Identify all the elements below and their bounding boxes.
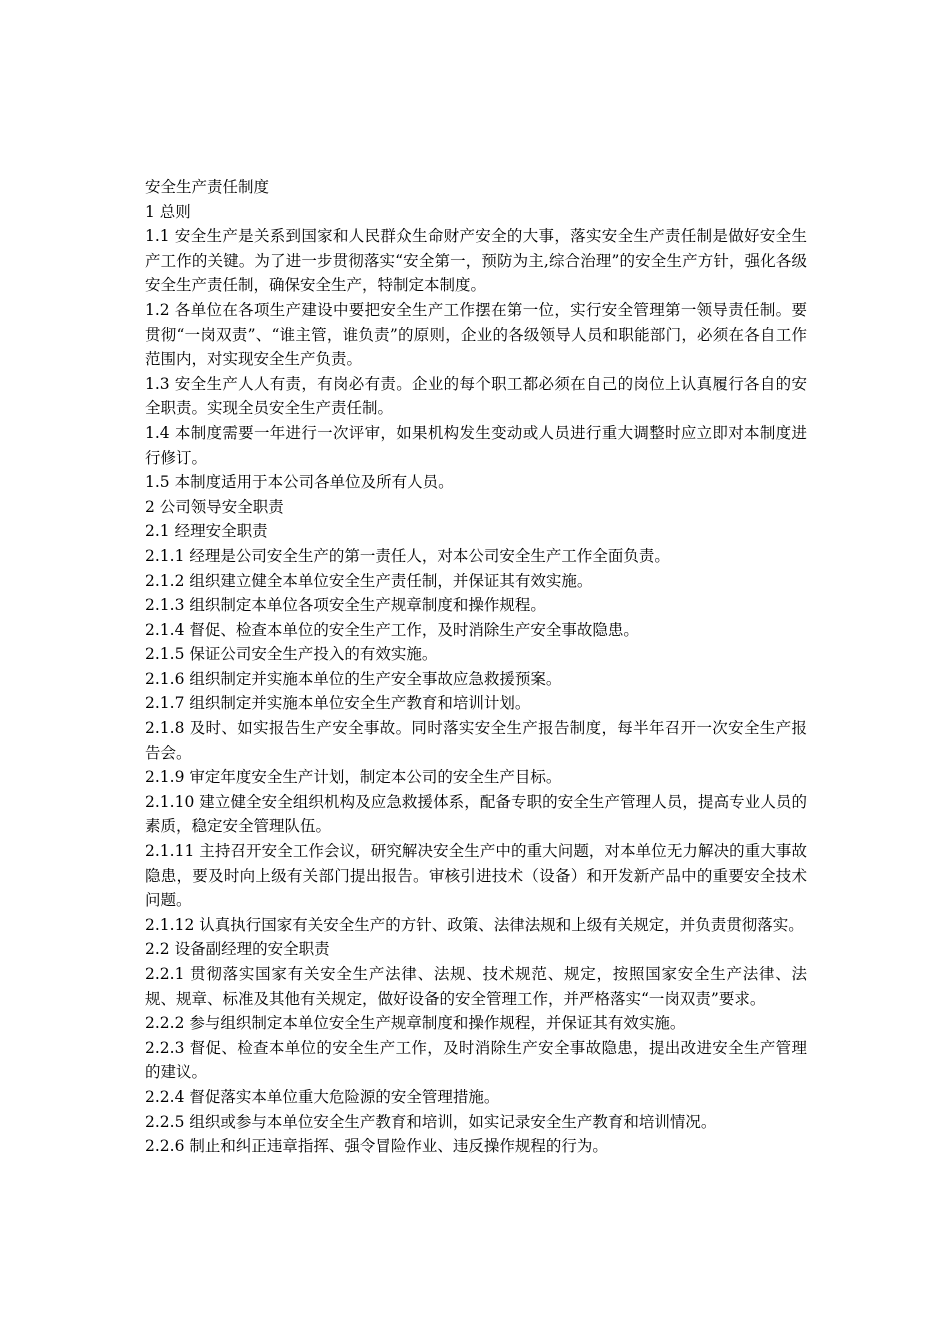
- paragraph: 2.1.4 督促、检查本单位的安全生产工作，及时消除生产安全事故隐患。: [145, 620, 639, 639]
- paragraph: 2.2.6 制止和纠正违章指挥、强令冒险作业、违反操作规程的行为。: [145, 1137, 608, 1156]
- paragraph: 1.4 本制度需要一年进行一次评审，如果机构发生变动或人员进行重大调整时应立即对本制度进行修订。: [145, 423, 807, 467]
- paragraph: 2.2.4 督促落实本单位重大危险源的安全管理措施。: [145, 1087, 500, 1106]
- document-body: [145, 175, 807, 1159]
- paragraph: 2.2.5 组织或参与本单位安全生产教育和培训，如实记录安全生产教育和培训情况。: [145, 1112, 717, 1131]
- paragraph: 2.1.7 组织制定并实施本单位安全生产教育和培训计划。: [145, 694, 531, 713]
- section-heading: 2 公司领导安全职责: [145, 497, 284, 516]
- section-heading: 1 总则: [145, 202, 191, 221]
- subsection-heading: 2.1 经理安全职责: [145, 522, 268, 541]
- paragraph: 2.1.10 建立健全安全组织机构及应急救援体系，配备专职的安全生产管理人员，提高专业人员的素质，稳定安全管理队伍。: [145, 792, 807, 836]
- paragraph: 2.1.12 认真执行国家有关安全生产的方针、政策、法律法规和上级有关规定，并负责贯彻落实。: [145, 915, 804, 934]
- paragraph: 2.2.1 贯彻落实国家有关安全生产法律、法规、技术规范、规定，按照国家安全生产法律、法规、规章、标准及其他有关规定，做好设备的安全管理工作，并严格落实“一岗双责”要求。: [145, 965, 807, 1008]
- subsection-heading: 2.2 设备副经理的安全职责: [145, 940, 330, 959]
- paragraph: 2.1.9 审定年度安全生产计划，制定本公司的安全生产目标。: [145, 768, 562, 787]
- paragraph: 2.2.2 参与组织制定本单位安全生产规章制度和操作规程，并保证其有效实施。: [145, 1014, 686, 1033]
- paragraph: 2.1.5 保证公司安全生产投入的有效实施。: [145, 645, 438, 664]
- paragraph: 1.3 安全生产人人有责，有岗必有责。企业的每个职工都必须在自己的岗位上认真履行各自的安全职责。实现全员安全生产责任制。: [145, 374, 807, 418]
- paragraph: 1.5 本制度适用于本公司各单位及所有人员。: [145, 473, 454, 492]
- paragraph: 1.2 各单位在各项生产建设中要把安全生产工作摆在第一位，实行安全管理第一领导责任制。要贯彻“一岗双责”、“谁主管，谁负责”的原则，企业的各级领导人员和职能部门，必须在各自工作范围内，对实现安全生产负责。: [145, 300, 807, 369]
- document-title: 安全生产责任制度: [145, 178, 270, 196]
- paragraph: 2.1.3 组织制定本单位各项安全生产规章制度和操作规程。: [145, 596, 546, 615]
- paragraph: 2.1.6 组织制定并实施本单位的生产安全事故应急救援预案。: [145, 669, 562, 688]
- paragraph: 2.2.3 督促、检查本单位的安全生产工作，及时消除生产安全事故隐患，提出改进安全生产管理的建议。: [145, 1038, 807, 1082]
- paragraph: 2.1.2 组织建立健全本单位安全生产责任制，并保证其有效实施。: [145, 571, 593, 590]
- paragraph: 1.1 安全生产是关系到国家和人民群众生命财产安全的大事，落实安全生产责任制是做好安全生产工作的关键。为了进一步贯彻落实“安全第一，预防为主,综合治理”的安全生产方针，强化各级安全生产责任制，确保安全生产，特制定本制度。: [145, 227, 807, 295]
- paragraph: 2.1.11 主持召开安全工作会议，研究解决安全生产中的重大问题，对本单位无力解决的重大事故隐患，要及时向上级有关部门提出报告。审核引进技术（设备）和开发新产品中的重要安全技术问题。: [145, 842, 807, 910]
- paragraph: 2.1.1 经理是公司安全生产的第一责任人，对本公司安全生产工作全面负责。: [145, 546, 670, 565]
- paragraph: 2.1.8 及时、如实报告生产安全事故。同时落实安全生产报告制度，每半年召开一次安全生产报告会。: [145, 719, 807, 762]
